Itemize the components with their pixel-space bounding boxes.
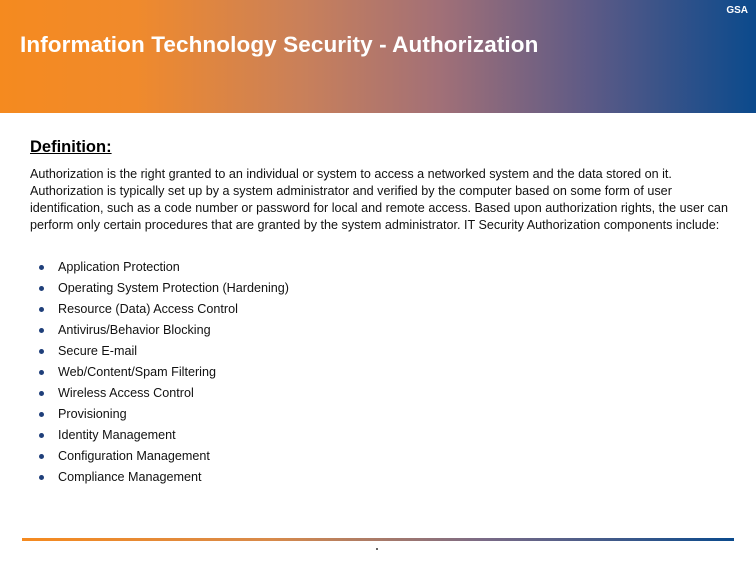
definition-paragraph: Authorization is the right granted to an individual or system to access a networked system and the data stored on it. Authorization is typically set up by a system administrator and verified by the computer based on some form of user identification, such as a code number or password for local and remote access. Based upon authorization rights, the user can perform only certain procedures that are granted by the system administrator. IT Security Authorization components include: <box>30 167 728 232</box>
list-item-label: Configuration Management <box>58 449 210 463</box>
list-item-label: Identity Management <box>58 428 176 442</box>
bullet-icon <box>39 328 44 333</box>
list-item <box>38 404 289 425</box>
list-item-label: Secure E-mail <box>58 344 138 358</box>
list-item <box>38 362 289 383</box>
list-item <box>38 341 289 362</box>
list-item-label: Application Protection <box>58 260 180 274</box>
bullet-icon <box>39 286 44 291</box>
list-item-label: Web/Content/Spam Filtering <box>58 365 216 379</box>
list-item <box>38 299 289 320</box>
bullet-icon <box>39 391 44 396</box>
footer-divider <box>22 538 734 541</box>
bullet-icon <box>39 433 44 438</box>
list-item <box>38 320 289 341</box>
list-item <box>38 257 289 278</box>
list-item <box>38 425 289 446</box>
list-item-label: Wireless Access Control <box>58 386 194 400</box>
list-item-label: Antivirus/Behavior Blocking <box>58 323 211 337</box>
footer-mark <box>376 548 378 550</box>
list-item-label: Resource (Data) Access Control <box>58 302 238 316</box>
bullet-icon <box>39 349 44 354</box>
list-item <box>38 446 289 467</box>
list-item-label: Operating System Protection (Hardening) <box>58 281 289 295</box>
list-item <box>38 383 289 404</box>
page-title: Information Technology Security - Authorization <box>20 32 539 57</box>
bullet-icon <box>39 454 44 459</box>
bullet-icon <box>39 412 44 417</box>
org-label: GSA <box>726 5 748 16</box>
bullet-icon <box>39 307 44 312</box>
list-item <box>38 278 289 299</box>
components-list <box>38 257 289 488</box>
bullet-icon <box>39 265 44 270</box>
bullet-icon <box>39 370 44 375</box>
header-banner <box>0 0 756 113</box>
bullet-icon <box>39 475 44 480</box>
list-item-label: Provisioning <box>58 407 127 421</box>
list-item-label: Compliance Management <box>58 470 202 484</box>
list-item <box>38 467 289 488</box>
definition-heading: Definition: <box>30 138 112 156</box>
